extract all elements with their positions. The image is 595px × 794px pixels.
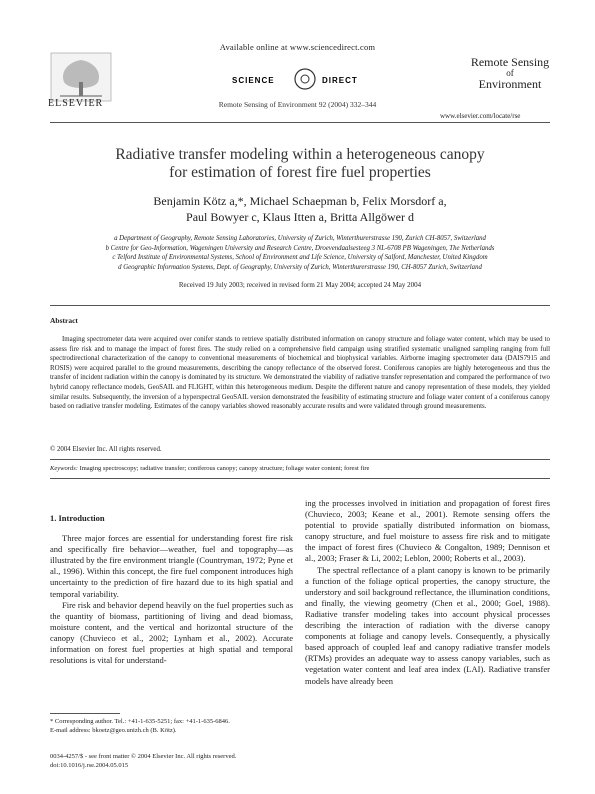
abstract-heading: Abstract — [50, 316, 78, 325]
body-column-1 — [50, 513, 293, 666]
corresponding-author: * Corresponding author. Tel.: +41-1-635-5251; fax: +41-1-635-6846. — [50, 718, 230, 725]
sciencedirect-logo — [230, 66, 380, 94]
received-dates: Received 19 July 2003; received in revised form 21 May 2004; accepted 24 May 2004 — [178, 281, 422, 289]
affiliations — [50, 234, 550, 272]
intro-paragraph-4: The spectral reflectance of a plant canopy is known to be primarily a function of the foliage optical properties, the canopy structure, the understory and soil background reflectance, the illumination conditions, and finally, the viewing geometry (Chen et al., 2000; Goel, 1988). Radiative transfer modeling takes into account physical processes describing the interaction of radiation with the diverse canopy components at foliage and canopy levels. Consequently, a physically based approach of coupled leaf and canopy radiative transfer models (RTMs) provides an adequate way to assess canopy variables, such as vegetation water content and leaf area index (LAI). Radiative transfer models have already been — [305, 564, 550, 686]
journal-citation: Remote Sensing of Environment 92 (2004) 332–344 — [218, 100, 377, 109]
body-column-2 — [305, 498, 550, 687]
abstract-top-rule — [50, 305, 550, 306]
title-line-1: Radiative transfer modeling within a heterogeneous canopy — [115, 146, 485, 163]
journal-logo — [455, 56, 565, 91]
elsevier-tree-logo — [50, 52, 112, 102]
publisher-name: ELSEVIER — [48, 98, 104, 109]
affiliation-c: c Telford Institute of Environmental Systems, School of Environment and Life Science, University of Salford, Manchester, United Kingdom — [112, 254, 488, 262]
keywords — [50, 465, 550, 472]
affiliation-d: d Geographic Information Systems, Dept. of Geography, University of Zurich, Winterthurerstrasse 190, CH-8057 Zurich, Switzerland — [118, 263, 482, 271]
section-heading-introduction: 1. Introduction — [50, 513, 105, 523]
keywords-list: Imaging spectroscopy; radiative transfer; coniferous canopy; canopy structure; foliage water content; forest fire — [79, 465, 370, 472]
abstract-copyright: © 2004 Elsevier Inc. All rights reserved. — [50, 446, 162, 453]
sd-right-text: DIRECT — [322, 76, 358, 85]
corresponding-author-footnote — [50, 717, 300, 735]
keywords-bottom-rule — [50, 478, 550, 479]
author-list — [50, 193, 550, 225]
intro-paragraph-2: Fire risk and behavior depend heavily on the fuel properties such as the quantity of biomass, partitioning of living and dead biomass, moisture content, and the vertical and horizontal structure of the canopy (Chuvieco et al., 2002; Lynham et al., 2002). Accurate information on forest fuel properties at high spatial and temporal resolutions is vital for understand- — [50, 599, 293, 666]
doi-link[interactable]: doi:10.1016/j.rse.2004.05.015 — [50, 762, 129, 769]
journal-logo-line3: Environment — [478, 77, 542, 91]
journal-logo-line1: Remote Sensing — [470, 55, 550, 69]
affiliation-a: a Department of Geography, Remote Sensing Laboratories, University of Zurich, Winterthurerstrasse 190, Zurich CH-8057, Switzerland — [114, 235, 486, 242]
title-line-2: for estimation of forest fire fuel properties — [169, 164, 431, 181]
journal-logo-line2: of — [506, 68, 514, 78]
issn-line: 0034-4257/$ - see front matter © 2004 Elsevier Inc. All rights reserved. — [50, 753, 237, 760]
email-address[interactable]: E-mail address: bkoetz@geo.unizh.ch (B. Kötz). — [50, 727, 177, 734]
intro-paragraph-1: Three major forces are essential for understanding forest fire risk and specifically fire behavior—weather, fuel and topography—as illustrated by the fire environment triangle (Countryman, 1972; Pyne et al., 1996). Within this concept, the fire fuel component introduces high uncertainty to the prediction of fire hazard due to its high spatial and temporal variability. — [50, 533, 293, 599]
footnote-rule — [50, 713, 120, 714]
affiliation-b: b Centre for Geo-Information, Wageningen University and Research Centre, Droevendaalsesteeg 3 NL-6708 PB Wageningen, The Netherlands — [105, 244, 495, 252]
article-title — [50, 146, 550, 182]
abstract-text: Imaging spectrometer data were acquired over conifer stands to retrieve spatially distributed information on canopy structure and foliage water content, which may be used to assess fire risk and to manage the impact of forest fires. The study relied on a comprehensive field campaign using stratified systematic unaligned sampling ranging from full spectrodirectional characterization of the canopy to conventional measurements of biochemical and biophysical variables. Airborne imaging spectrometer data (DAIS7915 and ROSIS) were acquired parallel to the ground measurements, describing the canopy reflectance of the observed forest. Coniferous canopies are highly heterogeneous and thus the transfer of incident radiation within the canopy is dominated by its structure. We demonstrated the viability of radiative transfer representation and compared the performance of two hybrid canopy reflectance models, GeoSAIL and FLIGHT, within this heterogeneous medium. Despite the different nature and canopy representation of these models, they yielded similar results. Subsequently, the inversion of a hyperspectral GeoSAIL version demonstrated the feasibility of estimating structure and foliage water content of a coniferous canopy based on radiative transfer modeling. Estimates of the canopy variables showed reasonably accurate results and were validated through ground measurements. — [50, 336, 550, 411]
authors-line-1: Benjamin Kötz a,*, Michael Schaepman b, Felix Morsdorf a, — [153, 194, 447, 208]
intro-paragraph-3: ing the processes involved in initiation and propagation of forest fires (Chuvieco, 2003; Keane et al., 2001). Remote sensing offers the potential to provide spatially distributed information on biomass, canopy structure, and fuel moisture to assess fire risk and to mitigate the impact of forest fires (Chuvieco & Congalton, 1989; Dennison et al., 2003; Fraser & Li, 2002; Leblon, 2000; Roberts et al., 2003). — [305, 498, 550, 564]
front-matter-info — [50, 752, 300, 770]
sd-left-text: SCIENCE — [232, 76, 275, 85]
header-rule — [50, 122, 550, 123]
available-online-banner: Available online at www.sciencedirect.com — [219, 42, 376, 52]
authors-line-2: Paul Bowyer c, Klaus Itten a, Britta Allgöwer d — [186, 210, 414, 224]
journal-url-link[interactable]: www.elsevier.com/locate/rse — [440, 112, 521, 120]
keywords-label: Keywords: — [50, 465, 78, 472]
keywords-top-rule — [50, 459, 550, 460]
